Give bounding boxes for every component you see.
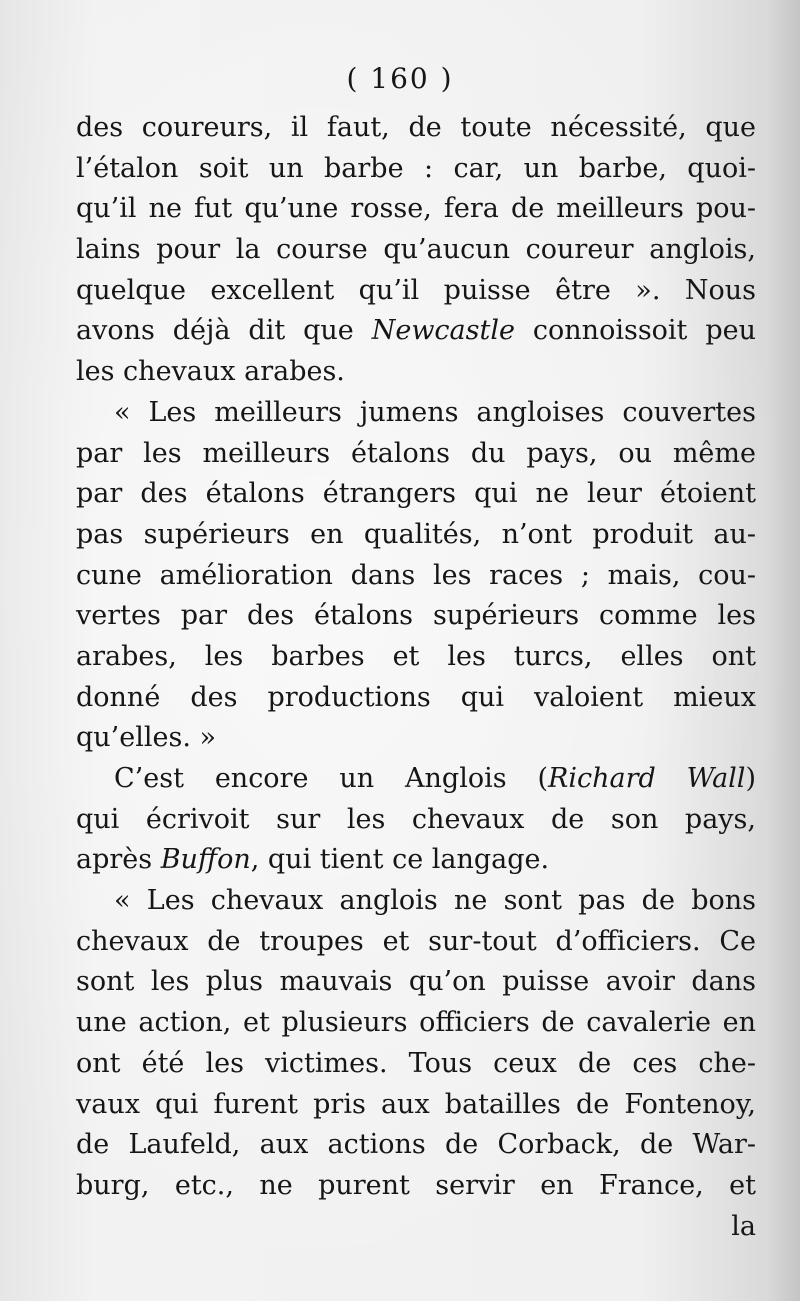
text-line: des coureurs, il faut, de toute nécessité, que xyxy=(76,112,756,143)
paragraph-end-line: après Buffon, qui tient ce langage. xyxy=(76,844,550,876)
catchword: la xyxy=(731,1210,756,1242)
text-line: par des étalons étrangers qui ne leur étoient xyxy=(76,478,756,510)
paragraph-start-line: C’est encore un Anglois (Richard Wall) xyxy=(114,763,756,794)
italic-name: Richard Wall xyxy=(548,763,746,794)
text-line: ont été les victimes. Tous ceux de ces che- xyxy=(76,1047,756,1079)
text-line: burg, etc., ne purent servir en France, et xyxy=(76,1169,756,1201)
text-line: qui écrivoit sur les chevaux de son pays, xyxy=(76,803,756,835)
italic-name: Newcastle xyxy=(371,315,515,347)
text-line: quelque excellent qu’il puisse être ». Nous xyxy=(76,274,756,306)
text-line: cune amélioration dans les races ; mais, cou- xyxy=(76,559,756,591)
text-line: vertes par des étalons supérieurs comme les xyxy=(76,600,756,632)
paragraph-start-line: « Les meilleurs jumens angloises couvertes xyxy=(114,396,756,428)
text-line: lains pour la course qu’aucun coureur anglois, xyxy=(76,234,756,266)
page-number: ( 160 ) xyxy=(346,62,454,95)
text-line: de Laufeld, aux actions de Corback, de War- xyxy=(76,1129,756,1161)
body-text xyxy=(76,108,756,1247)
italic-name: Buffon xyxy=(160,844,251,876)
text-line: arabes, les barbes et les turcs, elles ont xyxy=(76,640,756,672)
text-line: qu’il ne fut qu’une rosse, fera de meilleurs pou- xyxy=(76,193,756,225)
paragraph-end-line: qu’elles. » xyxy=(76,722,217,754)
text-line: pas supérieurs en qualités, n’ont produit au- xyxy=(76,518,756,550)
text-line: sont les plus mauvais qu’on puisse avoir dans xyxy=(76,966,756,998)
text-line: avons déjà dit que Newcastle connoissoit peu xyxy=(76,315,756,347)
text-line: une action, et plusieurs officiers de cavalerie en xyxy=(76,1007,756,1039)
text-line: l’étalon soit un barbe : car, un barbe, quoi- xyxy=(76,152,756,184)
text-line: par les meilleurs étalons du pays, ou même xyxy=(76,437,756,469)
text-line: vaux qui furent pris aux batailles de Fontenoy, xyxy=(76,1088,756,1120)
text-line: donné des productions qui valoient mieux xyxy=(76,681,756,713)
paragraph-start-line: « Les chevaux anglois ne sont pas de bons xyxy=(114,885,756,917)
paragraph-end-line: les chevaux arabes. xyxy=(76,356,345,388)
text-line: chevaux de troupes et sur-tout d’officiers. Ce xyxy=(76,925,756,957)
